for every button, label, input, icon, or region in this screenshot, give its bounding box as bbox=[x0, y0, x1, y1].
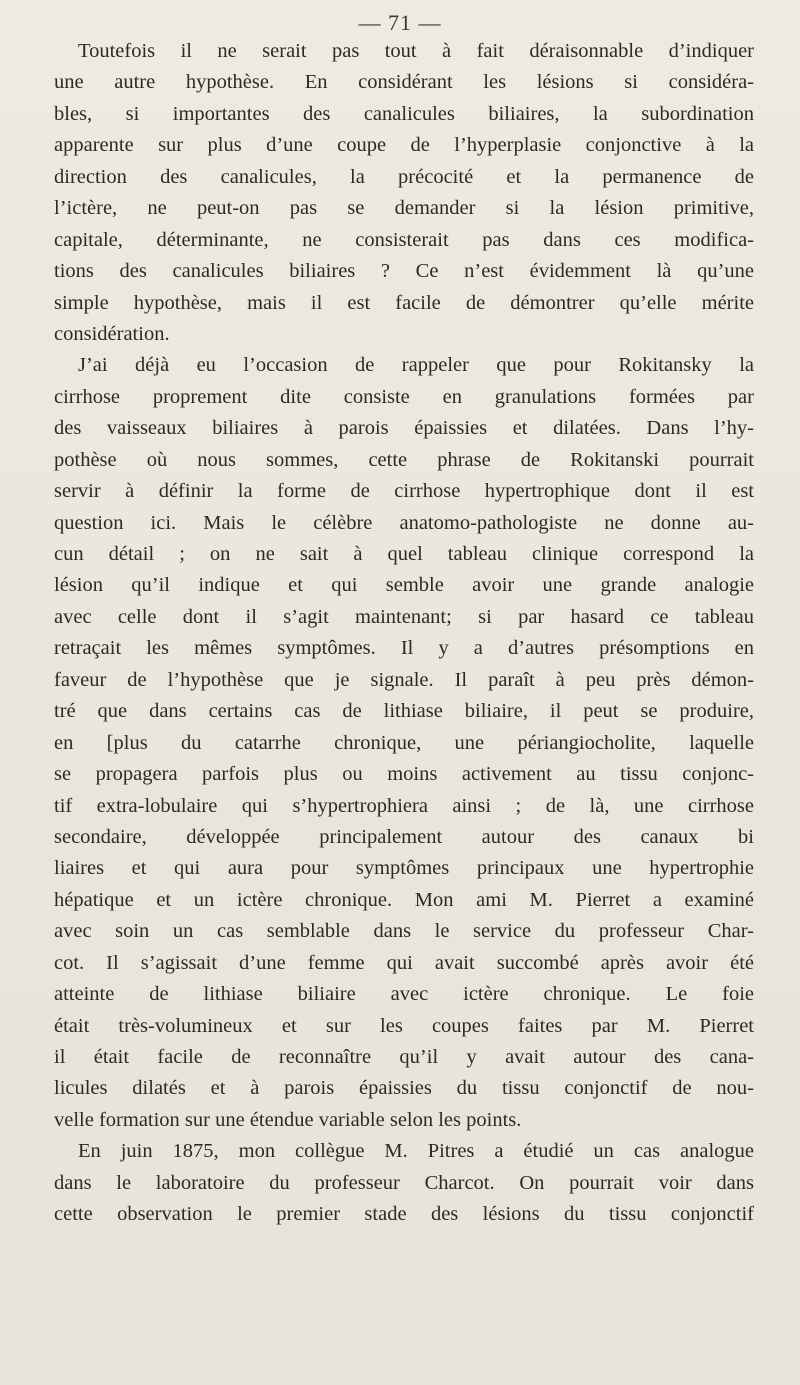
text-line: tif extra-lobulaire qui s’hypertrophiera ainsi ; de là, une cirrhose bbox=[54, 794, 754, 817]
text-line: tions des canalicules biliaires ? Ce n’est évidemment là qu’une bbox=[54, 260, 754, 283]
text-line: secondaire, développée principalement autour des canaux bi bbox=[54, 825, 754, 848]
body-text bbox=[54, 36, 754, 1231]
text-line: avec celle dont il s’agit maintenant; si par hasard ce tableau bbox=[54, 605, 754, 628]
text-line: faveur de l’hypothèse que je signale. Il paraît à peu près démon- bbox=[54, 668, 754, 691]
text-line: velle formation sur une étendue variable selon les points. bbox=[54, 1108, 522, 1131]
text-line: cette observation le premier stade des lésions du tissu conjonctif bbox=[54, 1203, 754, 1226]
text-line: cirrhose proprement dite consiste en granulations formées par bbox=[54, 385, 754, 408]
text-line: simple hypothèse, mais il est facile de démontrer qu’elle mérite bbox=[54, 291, 754, 314]
text-line: se propagera parfois plus ou moins activement au tissu conjonc- bbox=[54, 763, 754, 786]
text-line: servir à définir la forme de cirrhose hypertrophique dont il est bbox=[54, 480, 754, 503]
text-line: lésion qu’il indique et qui semble avoir une grande analogie bbox=[54, 574, 754, 597]
text-line: bles, si importantes des canalicules biliaires, la subordination bbox=[54, 102, 754, 125]
page-number: — 71 — bbox=[358, 10, 442, 35]
text-line: En juin 1875, mon collègue M. Pitres a étudié un cas analogue bbox=[78, 1140, 754, 1163]
text-line: liaires et qui aura pour symptômes principaux une hypertrophie bbox=[54, 857, 754, 880]
text-line: une autre hypothèse. En considérant les lésions si considéra- bbox=[54, 71, 754, 94]
text-line: atteinte de lithiase biliaire avec ictère chronique. Le foie bbox=[54, 983, 754, 1006]
text-line: l’ictère, ne peut-on pas se demander si la lésion primitive, bbox=[54, 197, 754, 220]
text-line: capitale, déterminante, ne consisterait pas dans ces modifica- bbox=[54, 228, 754, 251]
text-line: des vaisseaux biliaires à parois épaissies et dilatées. Dans l’hy- bbox=[54, 417, 754, 440]
text-line: direction des canalicules, la précocité et la permanence de bbox=[54, 165, 754, 188]
text-line: cot. Il s’agissait d’une femme qui avait succombé après avoir été bbox=[54, 951, 754, 974]
text-line: licules dilatés et à parois épaissies du tissu conjonctif de nou- bbox=[54, 1077, 754, 1100]
text-line: pothèse où nous sommes, cette phrase de Rokitanski pourrait bbox=[54, 448, 754, 471]
text-line: en [plus du catarrhe chronique, une périangiocholite, laquelle bbox=[54, 731, 754, 754]
text-line: tré que dans certains cas de lithiase biliaire, il peut se produire, bbox=[54, 700, 754, 723]
text-line: dans le laboratoire du professeur Charcot. On pourrait voir dans bbox=[54, 1171, 754, 1194]
text-line: il était facile de reconnaître qu’il y avait autour des cana- bbox=[54, 1046, 754, 1068]
text-line: J’ai déjà eu l’occasion de rappeler que pour Rokitansky la bbox=[78, 354, 754, 377]
text-line: Toutefois il ne serait pas tout à fait déraisonnable d’indiquer bbox=[78, 40, 754, 62]
text-line: question ici. Mais le célèbre anatomo-pathologiste ne donne au- bbox=[54, 511, 754, 534]
text-line: retraçait les mêmes symptômes. Il y a d’autres présomptions en bbox=[54, 637, 754, 660]
text-line: cun détail ; on ne sait à quel tableau clinique correspond la bbox=[54, 543, 754, 565]
text-line: apparente sur plus d’une coupe de l’hyperplasie conjonctive à la bbox=[54, 134, 754, 157]
text-line: hépatique et un ictère chronique. Mon ami M. Pierret a examiné bbox=[54, 888, 754, 911]
text-line: était très-volumineux et sur les coupes faites par M. Pierret bbox=[54, 1014, 754, 1037]
text-line: considération. bbox=[54, 322, 170, 345]
text-line: avec soin un cas semblable dans le service du professeur Char- bbox=[54, 920, 754, 943]
